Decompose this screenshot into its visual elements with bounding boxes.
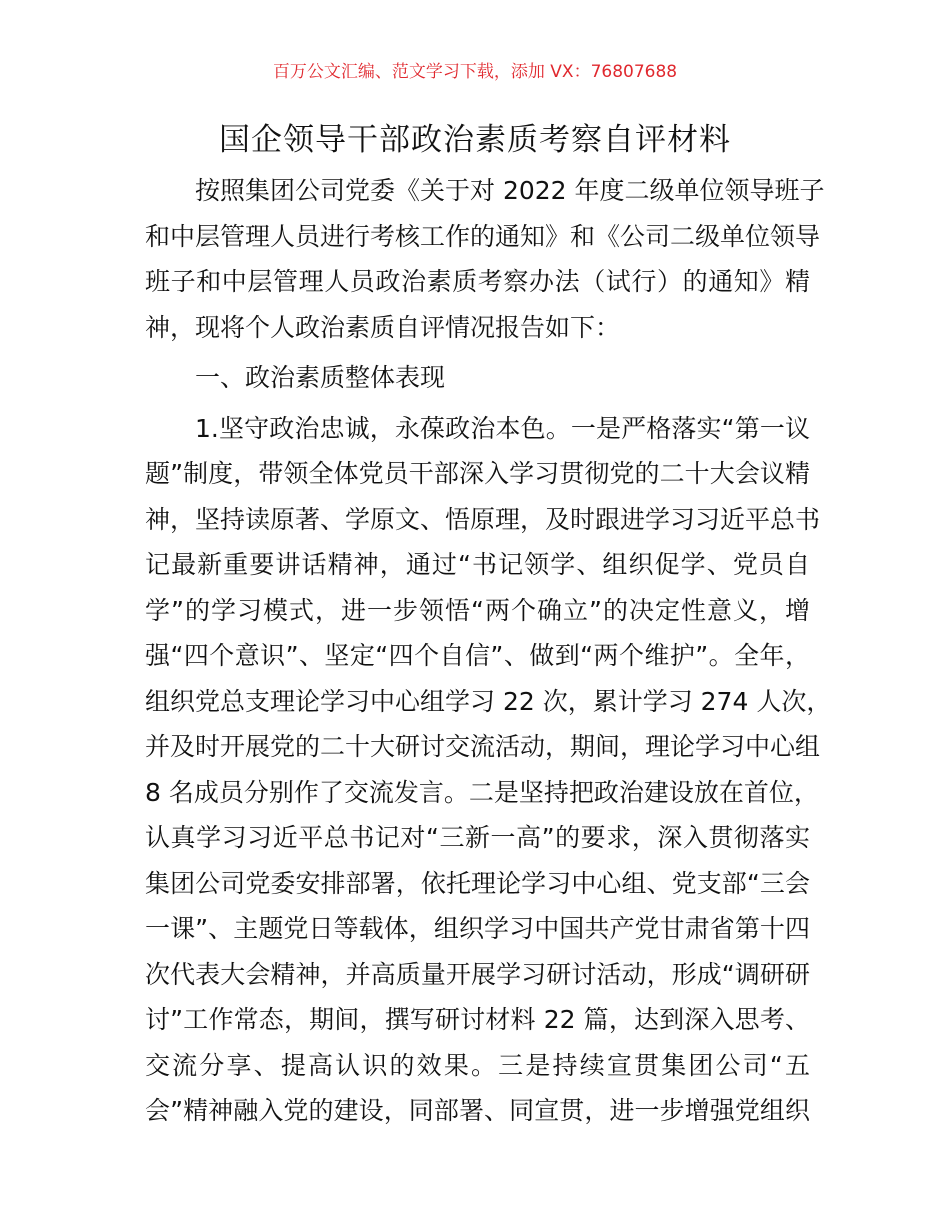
text-line: 和中层管理人员进行考核工作的通知》和《公司二级单位领导 — [145, 221, 821, 251]
text-line: 题”制度，带领全体党员干部深入学习贯彻党的二十大会议精 — [145, 459, 810, 488]
body-paragraph — [145, 406, 832, 1134]
document-title: 国企领导干部政治素质考察自评材料 — [219, 122, 731, 158]
text-line: 按照集团公司党委《关于对 2022 年度二级单位领导班子 — [195, 176, 825, 205]
text-line: 班子和中层管理人员政治素质考察办法（试行）的通知》精 — [145, 267, 810, 296]
watermark-header: 百万公文汇编、范文学习下载，添加 VX：76807688 — [272, 62, 678, 82]
text-line: 强“四个意识”、坚定“四个自信”、做到“两个维护”。全年， — [145, 641, 810, 670]
text-line: 认真学习习近平总书记对“三新一高”的要求，深入贯彻落实 — [145, 823, 810, 852]
text-line: 会”精神融入党的建设，同部署、同宣贯，进一步增强党组织 — [145, 1096, 810, 1125]
text-line: 1.坚守政治忠诚，永葆政治本色。一是严格落实“第一议 — [195, 413, 810, 443]
text-line: 学”的学习模式，进一步领悟“两个确立”的决定性意义，增 — [145, 595, 810, 625]
text-line: 神，坚持读原著、学原文、悟原理，及时跟进学习习近平总书 — [145, 504, 821, 534]
text-line: 记最新重要讲话精神，通过“书记领学、组织促学、党员自 — [145, 550, 810, 579]
text-line: 一课”、主题党日等载体，组织学习中国共产党甘肃省第十四 — [145, 914, 810, 943]
section-heading — [145, 355, 810, 401]
text-line: 集团公司党委安排部署，依托理论学习中心组、党支部“三会 — [145, 868, 810, 898]
text-line: 神，现将个人政治素质自评情况报告如下： — [145, 312, 621, 342]
intro-paragraph — [145, 168, 825, 350]
text-line: 并及时开展党的二十大研讨交流活动，期间，理论学习中心组 — [145, 732, 821, 761]
text-line: 次代表大会精神，并高质量开展学习研讨活动，形成“调研研 — [145, 959, 810, 989]
text-line: 讨”工作常态，期间，撰写研讨材料 22 篇，达到深入思考、 — [145, 1005, 810, 1034]
text-line: 组织党总支理论学习中心组学习 22 次，累计学习 274 人次， — [145, 686, 832, 716]
text-line: 8 名成员分别作了交流发言。二是坚持把政治建设放在首位， — [145, 777, 819, 807]
document-body — [145, 168, 832, 1134]
text-line: 交流分享、提高认识的效果。三是持续宣贯集团公司“五 — [145, 1050, 810, 1080]
text-line: 一、政治素质整体表现 — [195, 363, 446, 392]
